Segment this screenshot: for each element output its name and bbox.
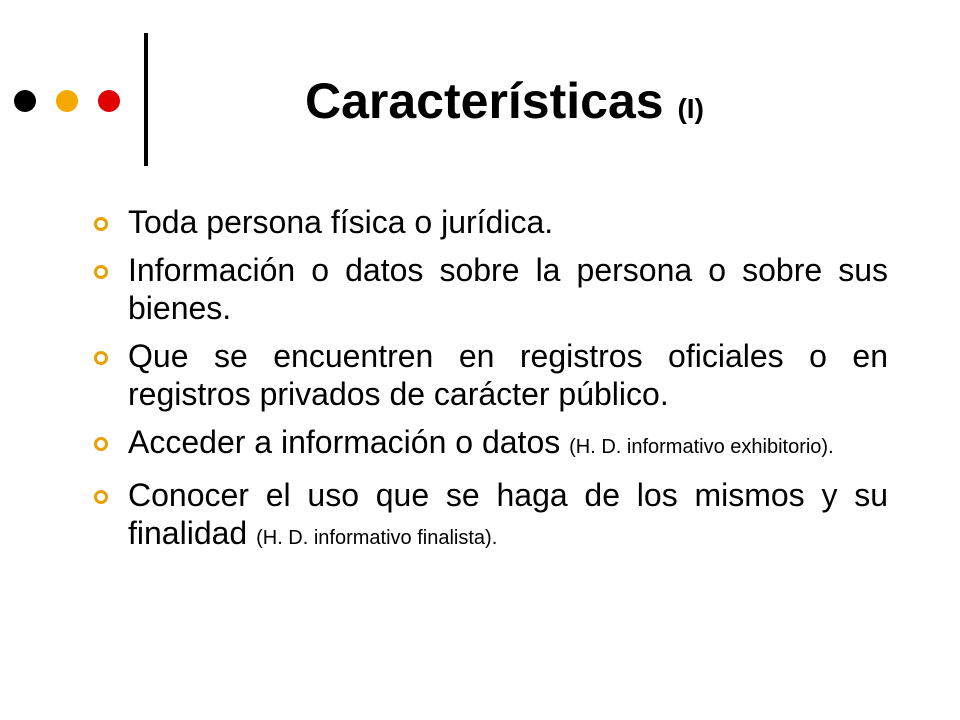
orange-dot-icon (56, 90, 78, 112)
bullet-item (92, 203, 888, 241)
ring-bullet-icon (94, 437, 108, 451)
bullet-note: (H. D. informativo finalista). (256, 527, 498, 549)
bullet-text: Que se encuentren en registros oficiales o en registros privados de carácter público. (128, 338, 888, 412)
bullet-text: Acceder a información o datos (128, 424, 570, 460)
ring-bullet-icon (94, 265, 108, 279)
bullet-item (92, 337, 888, 413)
vertical-divider (144, 33, 148, 166)
bullet-item (92, 476, 888, 557)
bullet-list (92, 203, 888, 557)
ring-bullet-icon (94, 490, 108, 504)
slide-title (305, 66, 704, 144)
red-dot-icon (98, 90, 120, 112)
title-main: Características (305, 73, 664, 129)
bullet-item (92, 251, 888, 327)
title-suffix: (I) (677, 93, 704, 124)
ring-bullet-icon (94, 351, 108, 365)
ring-bullet-icon (94, 217, 108, 231)
bullet-text: Información o datos sobre la persona o sobre sus bienes. (128, 252, 888, 326)
bullet-text: Toda persona física o jurídica. (128, 204, 554, 240)
bullet-item (92, 423, 888, 466)
black-dot-icon (14, 90, 36, 112)
bullet-text: Conocer el uso que se haga de los mismos y su finalidad (128, 477, 888, 551)
bullet-note: (H. D. informativo exhibitorio). (569, 436, 834, 458)
